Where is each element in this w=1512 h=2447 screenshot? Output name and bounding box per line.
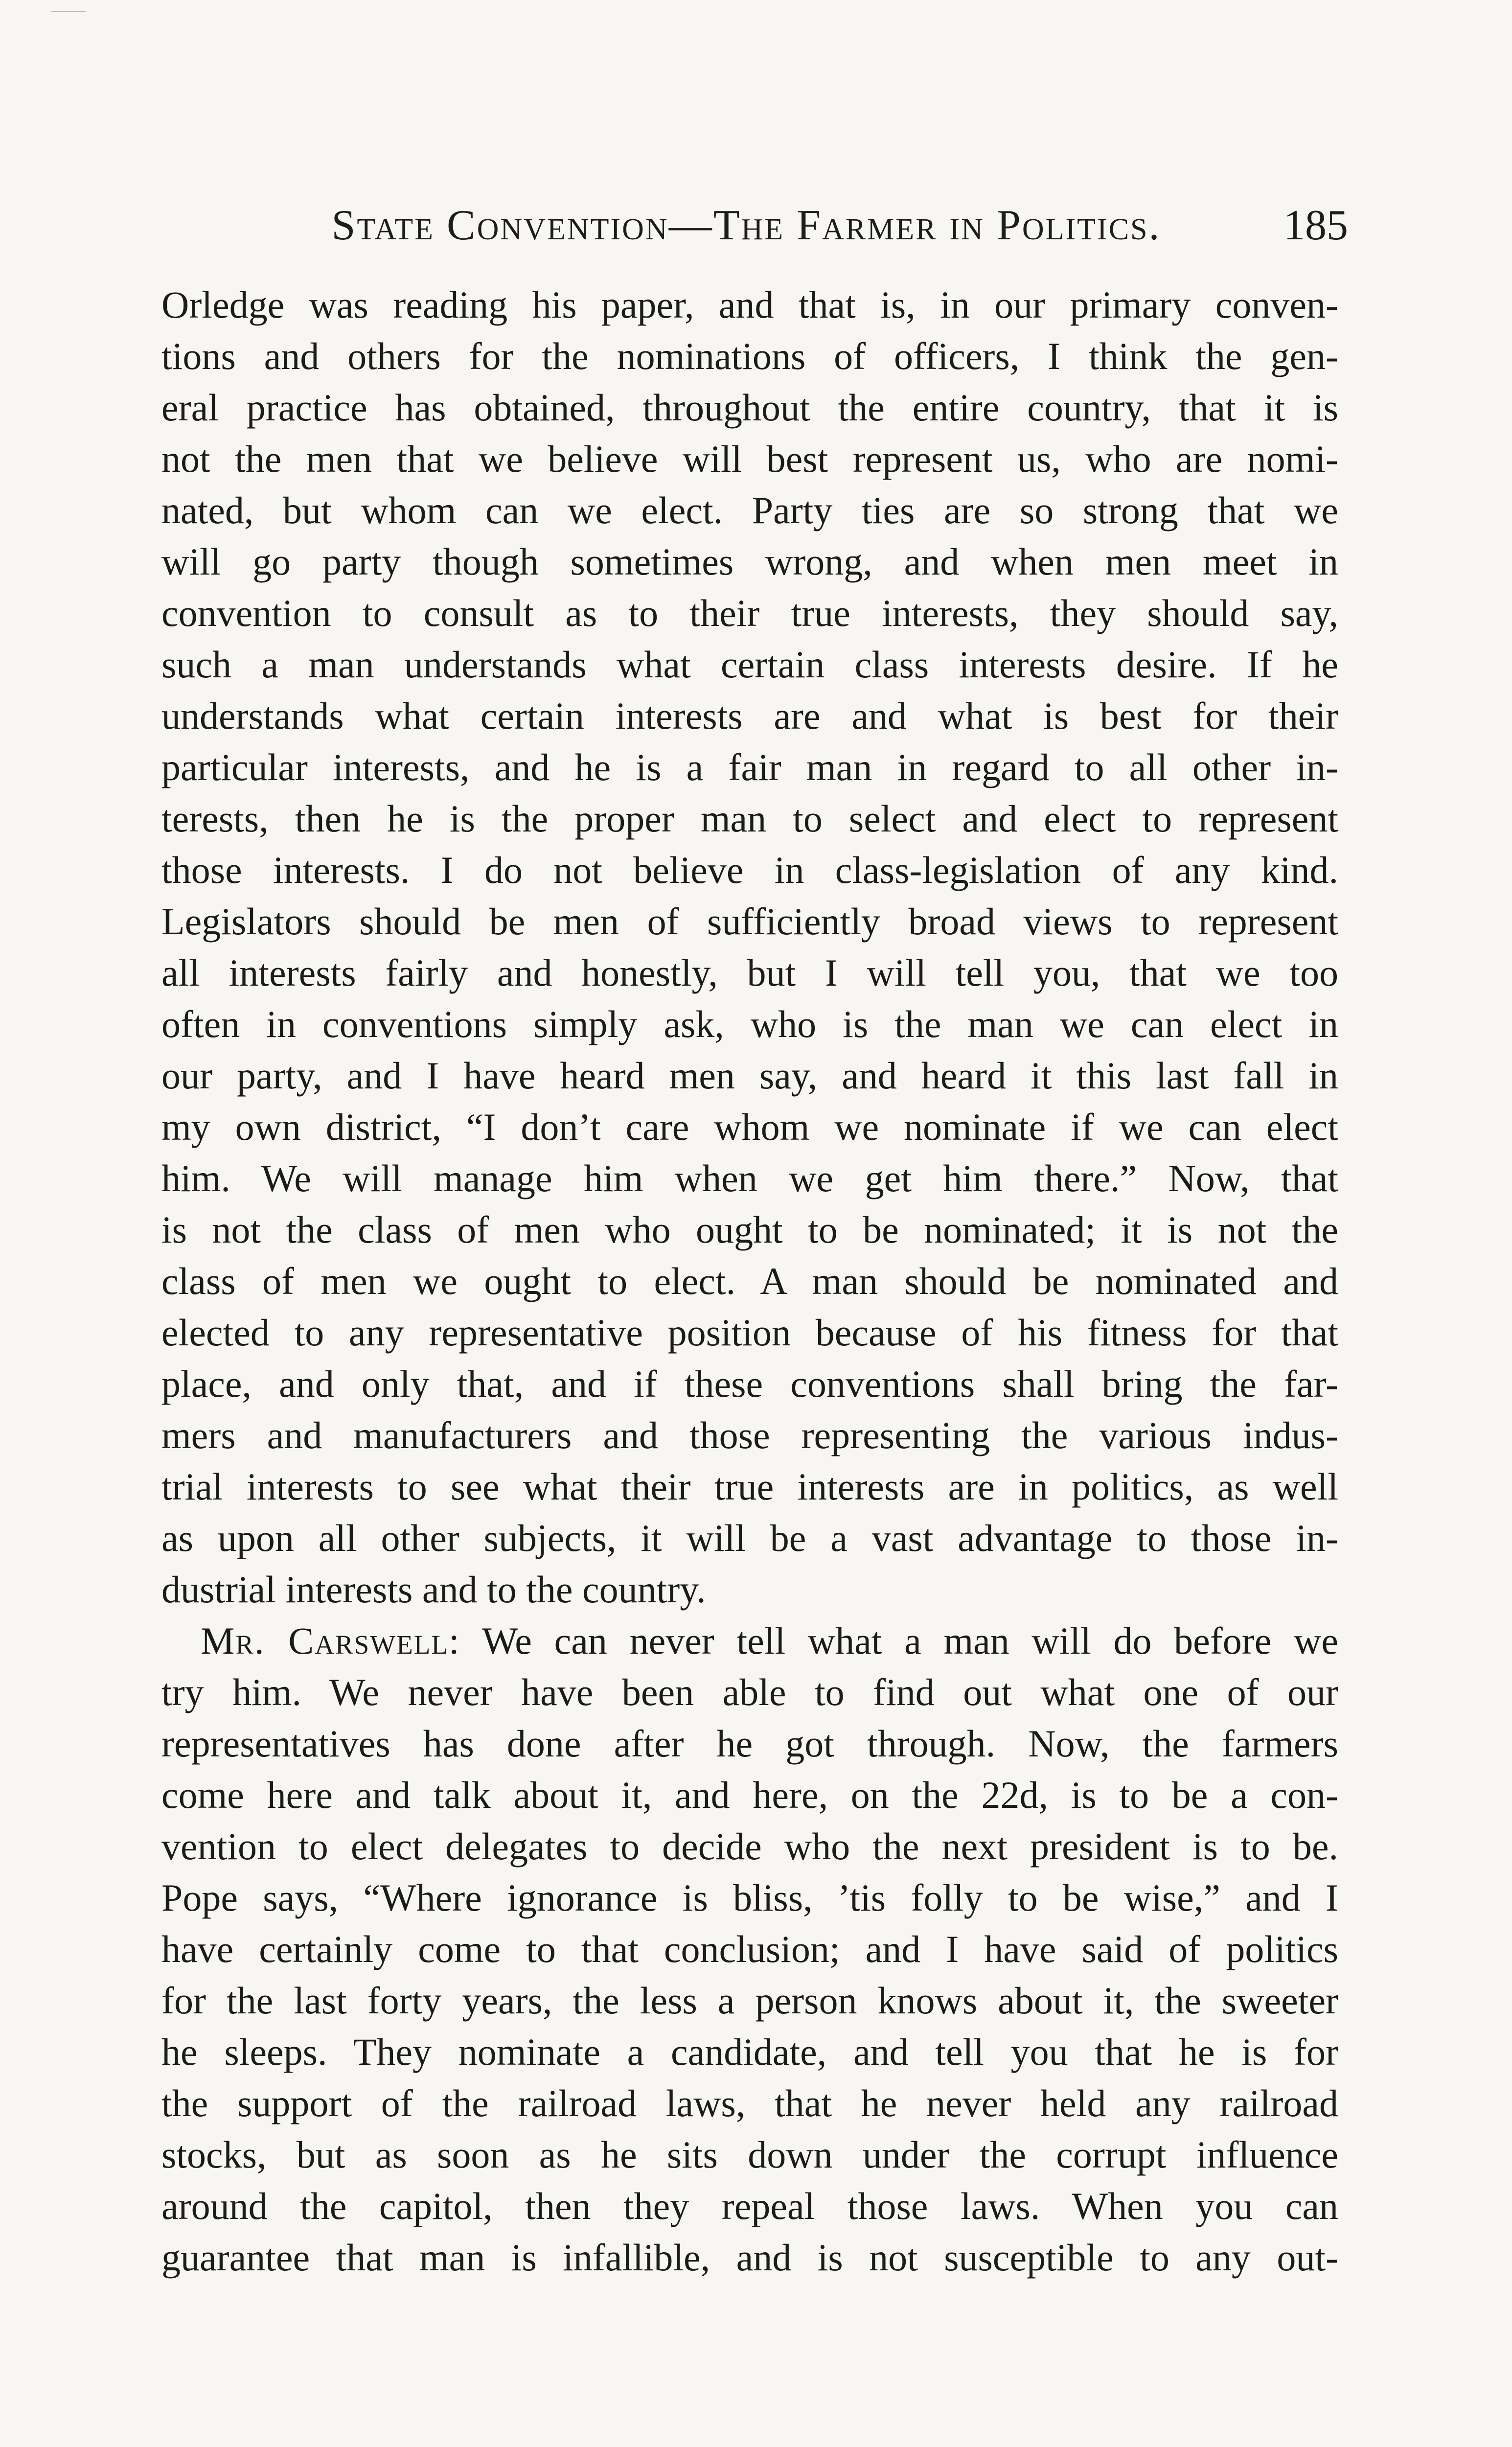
text-line: often in conventions simply ask, who is the man we can elect in bbox=[161, 1003, 1338, 1045]
text-line: as upon all other subjects, it will be a vast advantage to those in- bbox=[161, 1517, 1338, 1559]
text-line: will go party though sometimes wrong, and when men meet in bbox=[161, 540, 1338, 583]
text-line: have certainly come to that conclusion; and I have said of politics bbox=[161, 1928, 1338, 1970]
text-line: tions and others for the nominations of officers, I think the gen- bbox=[161, 335, 1338, 377]
text-line: representatives has done after he got through. Now, the farmers bbox=[161, 1722, 1338, 1765]
text-line: nated, but whom can we elect. Party ties are so strong that we bbox=[161, 489, 1338, 531]
text-line: he sleeps. They nominate a candidate, and tell you that he is for bbox=[161, 2031, 1338, 2073]
text-line: around the capitol, then they repeal those laws. When you can bbox=[161, 2185, 1338, 2227]
text-line: terests, then he is the proper man to select and elect to represent bbox=[161, 797, 1338, 840]
paragraph-1 bbox=[161, 279, 1338, 1615]
text-line: come here and talk about it, and here, on the 22d, is to be a con- bbox=[161, 1774, 1338, 1816]
text-line: those interests. I do not believe in class-legislation of any kind. bbox=[161, 849, 1338, 891]
text-line: for the last forty years, the less a person knows about it, the sweeter bbox=[161, 1979, 1338, 2022]
text-line: dustrial interests and to the country. bbox=[161, 1568, 706, 1611]
text-line: Pope says, “Where ignorance is bliss, ’tis folly to be wise,” and I bbox=[161, 1876, 1338, 1919]
text-line: trial interests to see what their true interests are in politics, as well bbox=[161, 1465, 1338, 1508]
text-line: class of men we ought to elect. A man should be nominated and bbox=[161, 1260, 1338, 1302]
text-line: eral practice has obtained, throughout the entire country, that it is bbox=[161, 386, 1338, 429]
text-line: guarantee that man is infallible, and is not susceptible to any out- bbox=[161, 2236, 1338, 2279]
speaker-name: Mr. Carswell: bbox=[201, 1619, 460, 1662]
text-line: such a man understands what certain class interests desire. If he bbox=[161, 643, 1338, 686]
page-number: 185 bbox=[1283, 202, 1348, 249]
text-line: understands what certain interests are and what is best for their bbox=[161, 694, 1338, 737]
text-line: mers and manufacturers and those representing the various indus- bbox=[161, 1414, 1338, 1456]
text-line: stocks, but as soon as he sits down under the corrupt influence bbox=[161, 2133, 1338, 2176]
text-line: the support of the railroad laws, that he never held any railroad bbox=[161, 2082, 1338, 2124]
body-text bbox=[161, 279, 1338, 2283]
running-head: State Convention—The Farmer in Politics. bbox=[331, 202, 1161, 249]
text-line: our party, and I have heard men say, and heard it this last fall in bbox=[161, 1054, 1338, 1097]
text-line: place, and only that, and if these conventions shall bring the far- bbox=[161, 1362, 1338, 1405]
speaker-text: We can never tell what a man will do before we bbox=[481, 1619, 1338, 1662]
text-line: vention to elect delegates to decide who the next president is to be. bbox=[161, 1825, 1338, 1868]
text-line: my own district, “I don’t care whom we nominate if we can elect bbox=[161, 1106, 1338, 1148]
text-line: elected to any representative position because of his fitness for that bbox=[161, 1311, 1338, 1354]
text-line: Orledge was reading his paper, and that is, in our primary conven- bbox=[161, 283, 1338, 326]
text-line: Legislators should be men of sufficiently broad views to represent bbox=[161, 900, 1338, 943]
text-line: not the men that we believe will best represent us, who are nomi- bbox=[161, 438, 1338, 480]
scan-edge-mark bbox=[51, 11, 86, 12]
text-line-speaker bbox=[161, 1615, 1338, 1666]
paragraph-2 bbox=[161, 1615, 1338, 2283]
text-line: particular interests, and he is a fair man in regard to all other in- bbox=[161, 746, 1338, 788]
text-line: convention to consult as to their true interests, they should say, bbox=[161, 592, 1338, 634]
text-line: him. We will manage him when we get him there.” Now, that bbox=[161, 1157, 1338, 1200]
text-line: is not the class of men who ought to be nominated; it is not the bbox=[161, 1208, 1338, 1251]
text-line: all interests fairly and honestly, but I will tell you, that we too bbox=[161, 951, 1338, 994]
text-line: try him. We never have been able to find out what one of our bbox=[161, 1671, 1338, 1713]
